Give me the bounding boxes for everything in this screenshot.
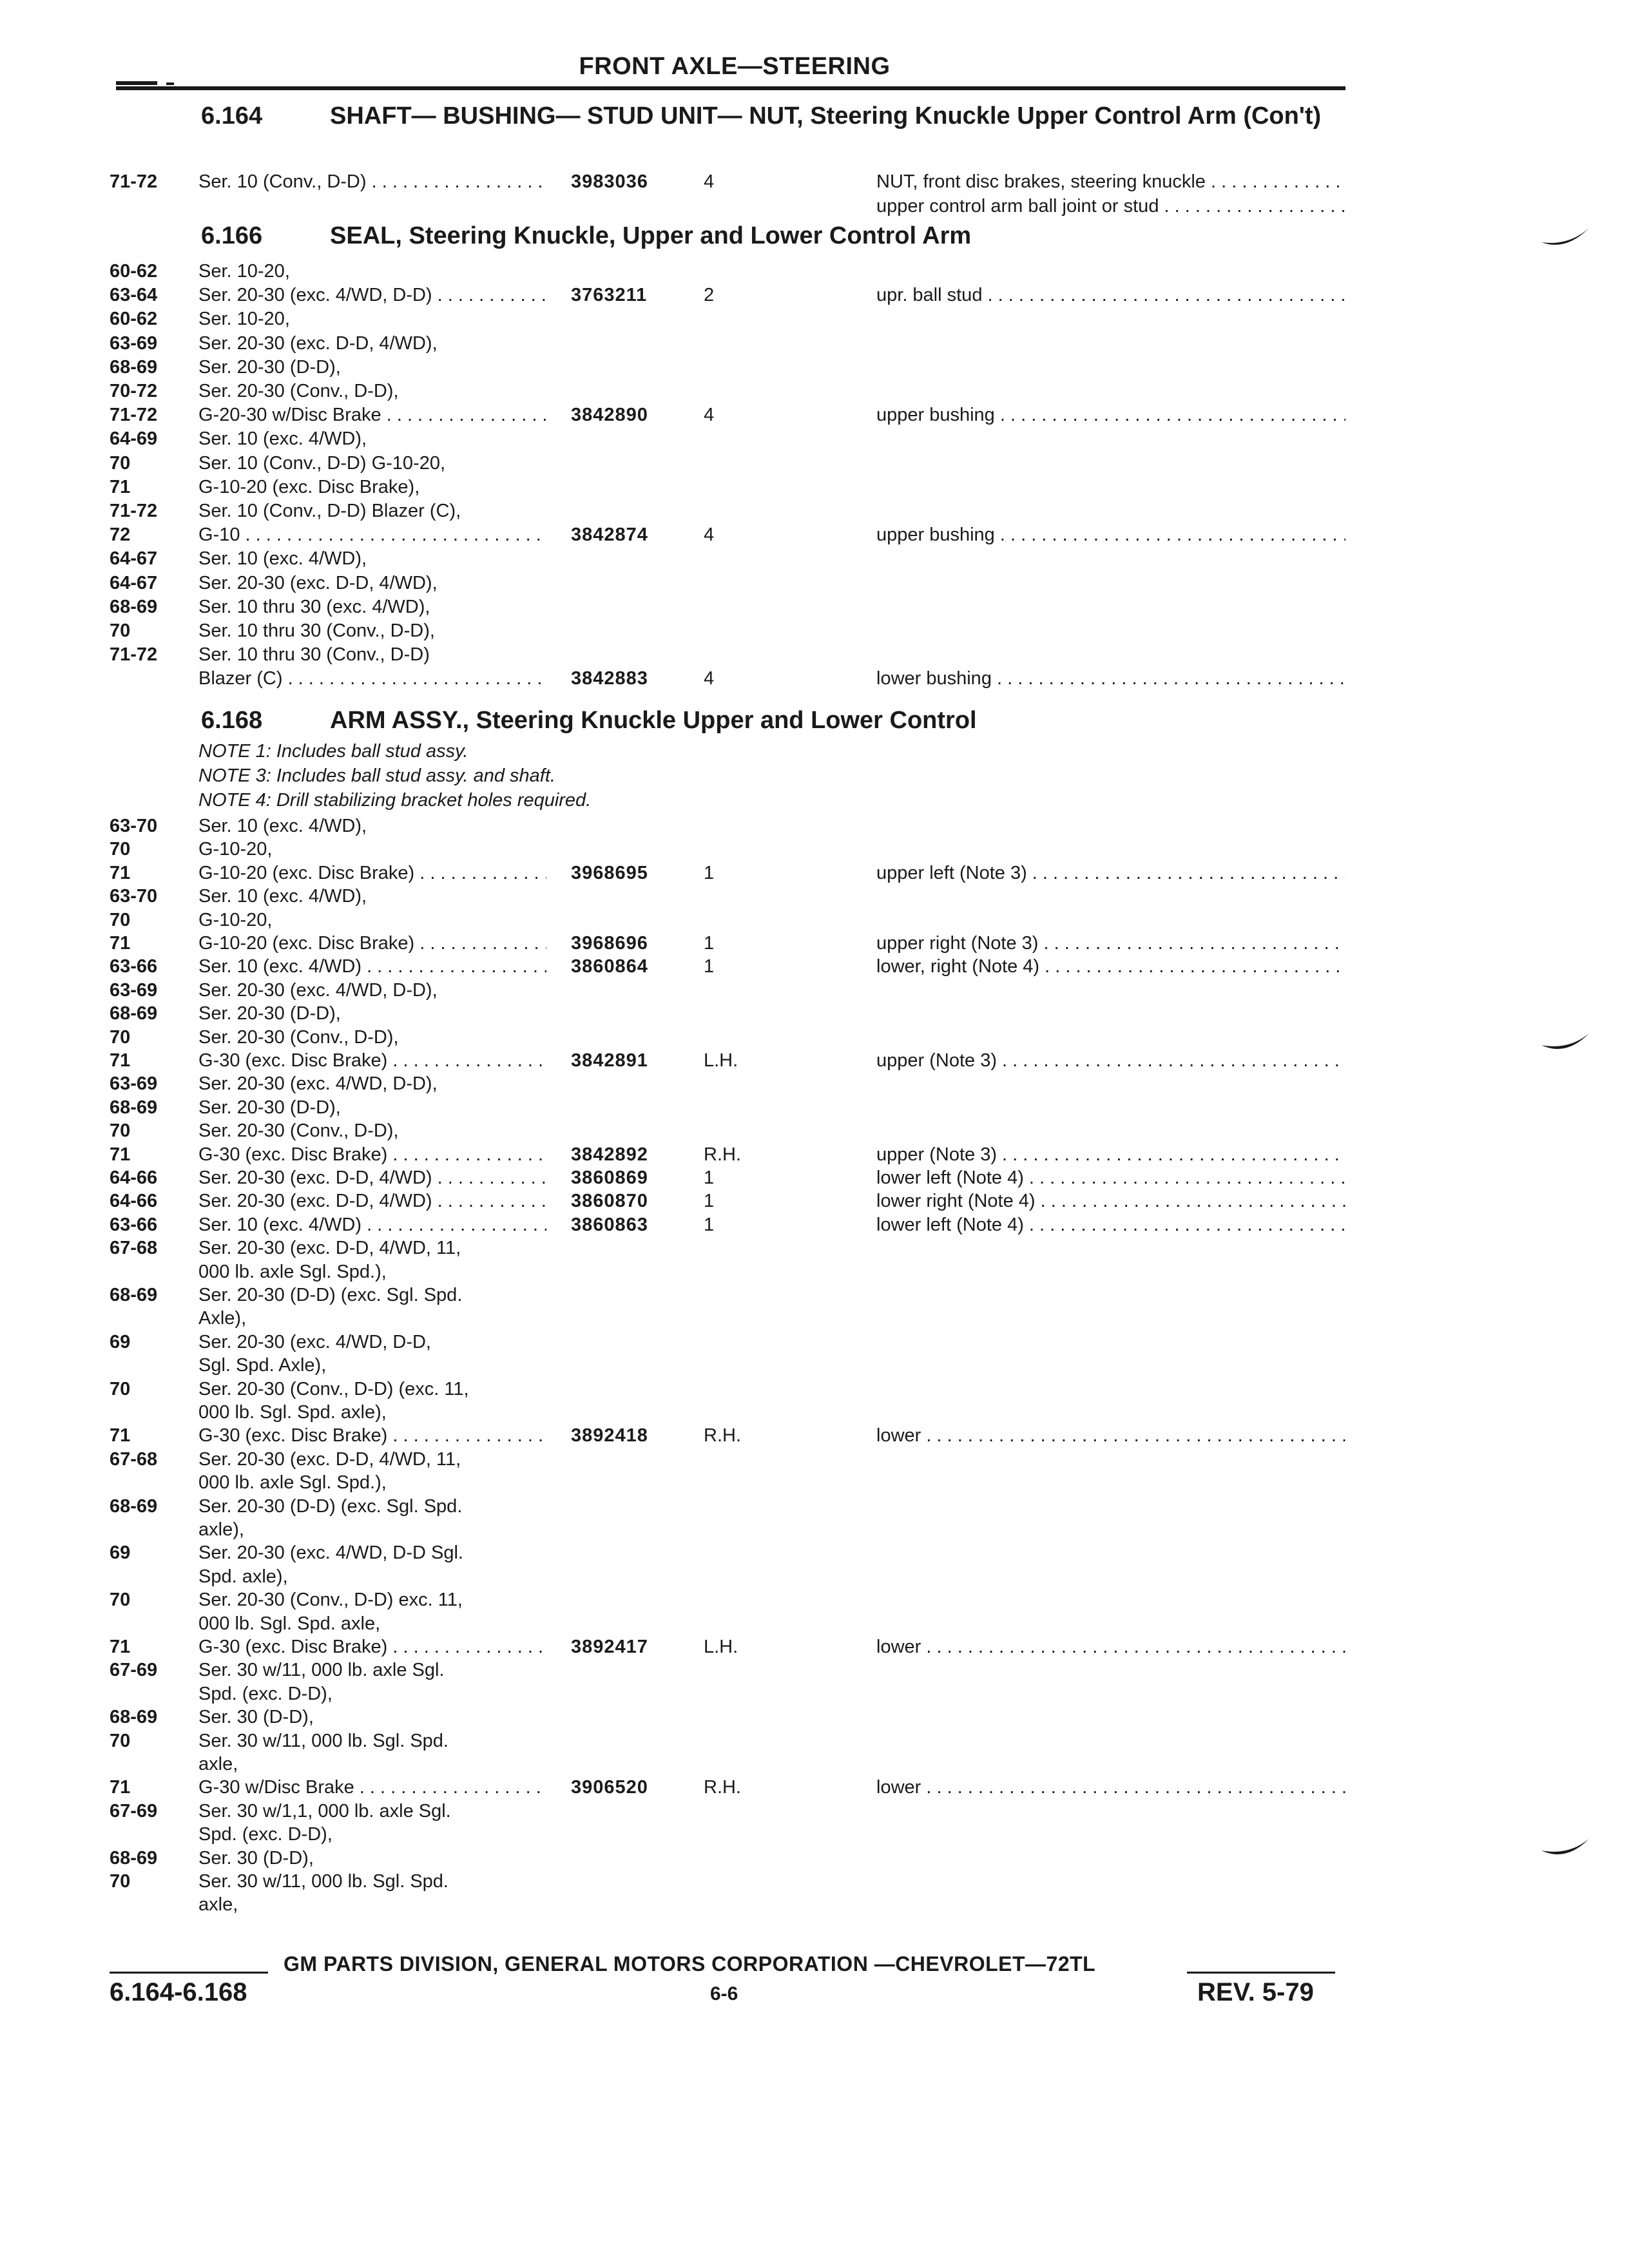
binder-mark-icon [1540, 1836, 1590, 1862]
section-number: 6.168 [201, 707, 263, 734]
application: Ser. 30 w/11, 000 lb. Sgl. Spd. [198, 1730, 448, 1751]
model-year: 71-72 [110, 405, 158, 426]
parts-row [0, 1213, 1629, 1237]
model-year: 67-68 [110, 1448, 158, 1470]
part-description: lower . . . [876, 1635, 1345, 1659]
model-year: 70 [110, 1871, 131, 1892]
model-year: 70 [110, 1730, 131, 1751]
application: G-30 (exc. Disc Brake) . . . [198, 1424, 546, 1448]
application: Ser. 20-30 (Conv., D-D), [198, 1120, 399, 1142]
part-number: 3860863 [571, 1214, 648, 1235]
application: Ser. 20-30 (Conv., D-D) (exc. 11, [198, 1378, 469, 1399]
parts-row [0, 523, 1629, 547]
parts-row [0, 356, 1629, 380]
part-description: upper control arm ball joint or stud . . . [876, 195, 1345, 218]
part-description: upper left (Note 3) . . . [876, 861, 1345, 885]
parts-row [0, 1658, 1629, 1682]
part-number: 3842883 [571, 668, 648, 689]
model-year: 68-69 [110, 356, 158, 378]
parts-row [0, 1072, 1629, 1096]
parts-row [0, 1448, 1629, 1472]
parts-row [0, 1635, 1629, 1659]
part-number: 3842890 [571, 405, 648, 426]
section-title: ARM ASSY., Steering Knuckle Upper and Lower Control [330, 707, 977, 734]
application: Ser. 20-30 (Conv., D-D), [198, 381, 399, 401]
model-year: 71 [110, 1425, 131, 1446]
quantity: R.H. [704, 1777, 741, 1798]
application: Ser. 30 w/11, 000 lb. axle Sgl. [198, 1660, 445, 1681]
application: G-10 . . . [198, 523, 546, 547]
quantity: 4 [704, 171, 715, 192]
part-description: upper right (Note 3) . . . [876, 932, 1345, 956]
part-description: lower left (Note 4) . . . [876, 1166, 1345, 1190]
application: 000 lb. axle Sgl. Spd.), [198, 1261, 387, 1282]
application: 000 lb. Sgl. Spd. axle, [198, 1613, 381, 1634]
model-year: 64-67 [110, 572, 158, 593]
note-4: NOTE 4: Drill stabilizing bracket holes required. [198, 790, 592, 811]
application: G-10-20 (exc. Disc Brake) . . . [198, 932, 546, 956]
part-description: lower bushing . . . [876, 667, 1345, 691]
application: Ser. 20-30 (exc. 4/WD, D-D, [198, 1331, 431, 1352]
application: Ser. 20-30 (exc. 4/WD, D-D), [198, 979, 438, 1001]
parts-row [0, 1026, 1629, 1050]
parts-row [0, 307, 1629, 331]
parts-row [0, 195, 1629, 218]
application: Ser. 10 thru 30 (Conv., D-D) [198, 644, 430, 666]
model-year: 70-72 [110, 381, 158, 401]
quantity: 4 [704, 524, 715, 546]
parts-row [0, 1096, 1629, 1120]
application: Spd. (exc. D-D), [198, 1683, 333, 1704]
application: Ser. 10 (exc. 4/WD), [198, 886, 367, 907]
parts-row [0, 332, 1629, 356]
model-year: 67-69 [110, 1800, 158, 1821]
model-year: 70 [110, 1590, 131, 1611]
application: Ser. 20-30 (Conv., D-D) exc. 11, [198, 1590, 463, 1611]
quantity: 1 [704, 1191, 715, 1212]
application: Ser. 10 (exc. 4/WD), [198, 428, 367, 450]
section-number: 6.164 [201, 102, 263, 130]
model-year: 64-66 [110, 1168, 158, 1188]
model-year: 71 [110, 1050, 131, 1071]
application: G-30 (exc. Disc Brake) . . . [198, 1049, 546, 1073]
parts-row [0, 643, 1629, 667]
application: Ser. 20-30 (D-D), [198, 1097, 341, 1118]
parts-row [0, 427, 1629, 451]
parts-row [0, 908, 1629, 932]
model-year: 72 [110, 524, 131, 546]
parts-row [0, 1002, 1629, 1026]
footer-section-range: 6.164-6.168 [110, 1978, 247, 2006]
part-description: upr. ball stud . . . [876, 284, 1345, 307]
application: Ser. 20-30 (exc. D-D, 4/WD), [198, 572, 438, 593]
application: Ser. 10 (exc. 4/WD), [198, 816, 367, 836]
application: G-30 (exc. Disc Brake) . . . [198, 1143, 546, 1167]
application: G-20-30 w/Disc Brake . . . [198, 403, 546, 427]
application: axle, [198, 1894, 238, 1916]
quantity: 1 [704, 862, 715, 883]
parts-row [0, 476, 1629, 499]
application: Ser. 10 (exc. 4/WD) . . . [198, 1213, 546, 1237]
quantity: 1 [704, 933, 715, 954]
binder-mark-icon [1540, 1031, 1590, 1057]
model-year: 63-70 [110, 816, 158, 836]
model-year: 71-72 [110, 644, 158, 666]
application: Ser. 10 thru 30 (exc. 4/WD), [198, 596, 430, 617]
parts-row [0, 1753, 1629, 1776]
binder-mark-icon [1540, 226, 1590, 251]
model-year: 70 [110, 1026, 131, 1048]
application: Sgl. Spd. Axle), [198, 1355, 327, 1376]
application: Ser. 10 (Conv., D-D) . . . [198, 170, 546, 194]
application: axle, [198, 1754, 238, 1774]
quantity: 1 [704, 956, 715, 977]
application: Ser. 20-30 (exc. 4/WD, D-D Sgl. [198, 1542, 463, 1564]
application: Ser. 20-30 (exc. D-D, 4/WD) . . . [198, 1166, 546, 1190]
part-description: upper (Note 3) . . . [876, 1143, 1345, 1167]
part-description: lower right (Note 4) . . . [876, 1189, 1345, 1213]
application: Spd. axle), [198, 1566, 288, 1587]
parts-row [0, 1706, 1629, 1729]
model-year: 68-69 [110, 1285, 158, 1305]
model-year: 67-69 [110, 1660, 158, 1681]
application: Ser. 20-30 (exc. D-D, 4/WD) . . . [198, 1189, 546, 1213]
model-year: 63-69 [110, 332, 158, 354]
model-year: 63-70 [110, 886, 158, 907]
application: Ser. 10 (exc. 4/WD), [198, 548, 367, 570]
model-year: 71 [110, 862, 131, 883]
parts-row [0, 1729, 1629, 1753]
application: Ser. 10 thru 30 (Conv., D-D), [198, 620, 435, 641]
model-year: 71 [110, 1144, 131, 1165]
model-year: 68-69 [110, 1097, 158, 1118]
footer-page-number: 6-6 [710, 1983, 738, 2004]
application: 000 lb. axle Sgl. Spd.), [198, 1472, 387, 1494]
model-year: 71 [110, 1637, 131, 1657]
application: G-10-20 (exc. Disc Brake), [198, 476, 420, 497]
application: G-30 w/Disc Brake . . . [198, 1776, 546, 1800]
part-description: lower left (Note 4) . . . [876, 1213, 1345, 1237]
application: Ser. 20-30 (D-D), [198, 1003, 341, 1024]
part-number: 3860870 [571, 1191, 648, 1212]
parts-row [0, 1307, 1629, 1331]
quantity: R.H. [704, 1144, 741, 1165]
parts-row [0, 499, 1629, 523]
parts-row [0, 1776, 1629, 1800]
application: 000 lb. Sgl. Spd. axle), [198, 1402, 387, 1423]
parts-row [0, 838, 1629, 861]
parts-row [0, 1565, 1629, 1589]
application: Ser. 20-30 (D-D) (exc. Sgl. Spd. [198, 1495, 463, 1517]
note-3: NOTE 3: Includes ball stud assy. and shaft. [198, 765, 555, 786]
application: Ser. 20-30 (exc. 4/WD, D-D) . . . [198, 284, 546, 307]
part-number: 3892418 [571, 1425, 648, 1446]
model-year: 64-67 [110, 548, 158, 570]
header-rule-left [116, 81, 157, 85]
header-rule-dot [166, 82, 174, 85]
model-year: 71 [110, 476, 131, 497]
model-year: 63-69 [110, 979, 158, 1001]
parts-row [0, 1823, 1629, 1847]
part-description: lower . . . [876, 1424, 1345, 1448]
parts-row [0, 1143, 1629, 1167]
parts-row [0, 452, 1629, 476]
footer-revision: REV. 5-79 [1197, 1978, 1314, 2006]
footer-corporation: GM PARTS DIVISION, GENERAL MOTORS CORPORATION —CHEVROLET—72TL [284, 1952, 1096, 1975]
quantity: 1 [704, 1214, 715, 1235]
parts-row [0, 1893, 1629, 1917]
parts-row [0, 595, 1629, 619]
parts-row [0, 1847, 1629, 1870]
model-year: 63-66 [110, 956, 158, 977]
application: Ser. 30 (D-D), [198, 1707, 314, 1728]
parts-row [0, 547, 1629, 571]
application: Ser. 20-30 (exc. D-D, 4/WD, 11, [198, 1238, 461, 1259]
parts-row [0, 885, 1629, 908]
header-rule [116, 86, 1345, 90]
model-year: 63-69 [110, 1073, 158, 1095]
application: G-10-20, [198, 839, 273, 860]
application: Ser. 30 (D-D), [198, 1847, 314, 1869]
quantity: L.H. [704, 1050, 738, 1071]
application: Ser. 10-20, [198, 261, 290, 282]
parts-row [0, 380, 1629, 403]
model-year: 68-69 [110, 1003, 158, 1024]
model-year: 70 [110, 452, 131, 474]
parts-row [0, 170, 1629, 194]
application: Ser. 20-30 (exc. 4/WD, D-D), [198, 1073, 438, 1095]
model-year: 68-69 [110, 1707, 158, 1728]
model-year: 70 [110, 620, 131, 641]
model-year: 71-72 [110, 501, 158, 521]
parts-row [0, 1236, 1629, 1260]
model-year: 64-69 [110, 428, 158, 450]
model-year: 69 [110, 1331, 131, 1352]
parts-row [0, 403, 1629, 427]
part-number: 3842874 [571, 524, 648, 546]
part-description: lower . . . [876, 1776, 1345, 1800]
parts-row [0, 1682, 1629, 1706]
parts-row [0, 1518, 1629, 1542]
note-1: NOTE 1: Includes ball stud assy. [198, 741, 468, 762]
parts-row [0, 814, 1629, 838]
parts-row [0, 1189, 1629, 1213]
part-description: upper (Note 3) . . . [876, 1049, 1345, 1073]
model-year: 68-69 [110, 596, 158, 617]
parts-row [0, 1260, 1629, 1284]
parts-row [0, 1283, 1629, 1307]
part-number: 3968696 [571, 933, 648, 954]
part-number: 3983036 [571, 171, 648, 192]
parts-row [0, 955, 1629, 979]
parts-row [0, 1471, 1629, 1495]
section-title: SHAFT— BUSHING— STUD UNIT— NUT, Steering Knuckle Upper Control Arm (Con't) [330, 102, 1322, 130]
parts-row [0, 979, 1629, 1003]
part-number: 3842892 [571, 1144, 648, 1165]
application: Ser. 10-20, [198, 309, 290, 330]
parts-row [0, 1495, 1629, 1519]
application: Blazer (C) . . . [198, 667, 546, 691]
parts-row [0, 1401, 1629, 1425]
parts-row [0, 1541, 1629, 1565]
quantity: L.H. [704, 1637, 738, 1657]
model-year: 71 [110, 1777, 131, 1798]
parts-row [0, 1378, 1629, 1401]
part-description: lower, right (Note 4) . . . [876, 955, 1345, 979]
part-number: 3763211 [571, 285, 648, 306]
model-year: 64-66 [110, 1191, 158, 1212]
model-year: 60-62 [110, 261, 158, 282]
parts-row [0, 1612, 1629, 1636]
parts-row [0, 284, 1629, 307]
footer-rule-right [1187, 1972, 1335, 1974]
section-6-168 [201, 707, 1425, 733]
part-number: 3906520 [571, 1777, 648, 1798]
application: axle), [198, 1519, 244, 1540]
application: Ser. 20-30 (D-D), [198, 356, 341, 378]
application: Ser. 20-30 (Conv., D-D), [198, 1026, 399, 1048]
parts-row [0, 1119, 1629, 1143]
model-year: 68-69 [110, 1495, 158, 1517]
quantity: 4 [704, 405, 715, 426]
parts-row [0, 572, 1629, 595]
part-description: upper bushing . . . [876, 403, 1345, 427]
parts-row [0, 1354, 1629, 1378]
part-description: upper bushing . . . [876, 523, 1345, 547]
parts-row [0, 1424, 1629, 1448]
application: Ser. 20-30 (D-D) (exc. Sgl. Spd. [198, 1285, 463, 1305]
parts-row [0, 932, 1629, 956]
application: Ser. 10 (Conv., D-D) G-10-20, [198, 452, 446, 474]
application: Ser. 30 w/11, 000 lb. Sgl. Spd. [198, 1871, 448, 1892]
parts-row [0, 1870, 1629, 1894]
part-number: 3860864 [571, 956, 648, 977]
quantity: 2 [704, 285, 715, 306]
quantity: R.H. [704, 1425, 741, 1446]
application: Ser. 10 (exc. 4/WD) . . . [198, 955, 546, 979]
parts-row [0, 1588, 1629, 1612]
model-year: 67-68 [110, 1238, 158, 1259]
application: Spd. (exc. D-D), [198, 1824, 333, 1845]
model-year: 63-64 [110, 285, 158, 306]
section-6-166 [201, 223, 1425, 249]
application: Axle), [198, 1308, 247, 1329]
application: G-30 (exc. Disc Brake) . . . [198, 1635, 546, 1659]
model-year: 70 [110, 1120, 131, 1142]
application: Ser. 10 (Conv., D-D) Blazer (C), [198, 501, 461, 521]
parts-row [0, 1166, 1629, 1190]
model-year: 71 [110, 933, 131, 954]
application: Ser. 30 w/1,1, 000 lb. axle Sgl. [198, 1800, 451, 1821]
part-number: 3860869 [571, 1168, 648, 1188]
section-6-164 [201, 103, 1425, 129]
parts-row [0, 1049, 1629, 1073]
application: G-10-20, [198, 909, 273, 930]
model-year: 70 [110, 1378, 131, 1399]
part-number: 3892417 [571, 1637, 648, 1657]
parts-row [0, 260, 1629, 284]
page-title: FRONT AXLE—STEERING [579, 53, 891, 80]
application: Ser. 20-30 (exc. D-D, 4/WD, 11, [198, 1448, 461, 1470]
parts-row [0, 667, 1629, 691]
model-year: 63-66 [110, 1214, 158, 1235]
model-year: 70 [110, 909, 131, 930]
model-year: 71-72 [110, 171, 158, 192]
footer-rule-left [110, 1972, 268, 1974]
parts-row [0, 1800, 1629, 1823]
model-year: 60-62 [110, 309, 158, 330]
parts-row [0, 861, 1629, 885]
model-year: 70 [110, 839, 131, 860]
model-year: 68-69 [110, 1847, 158, 1869]
application: G-10-20 (exc. Disc Brake) . . . [198, 861, 546, 885]
part-description: NUT, front disc brakes, steering knuckle . . . [876, 170, 1345, 194]
quantity: 4 [704, 668, 715, 689]
model-year: 69 [110, 1542, 131, 1564]
section-title: SEAL, Steering Knuckle, Upper and Lower Control Arm [330, 222, 972, 249]
application: Ser. 20-30 (exc. D-D, 4/WD), [198, 332, 438, 354]
part-number: 3842891 [571, 1050, 648, 1071]
quantity: 1 [704, 1168, 715, 1188]
parts-row [0, 619, 1629, 643]
section-number: 6.166 [201, 222, 263, 249]
parts-row [0, 1331, 1629, 1354]
part-number: 3968695 [571, 862, 648, 883]
